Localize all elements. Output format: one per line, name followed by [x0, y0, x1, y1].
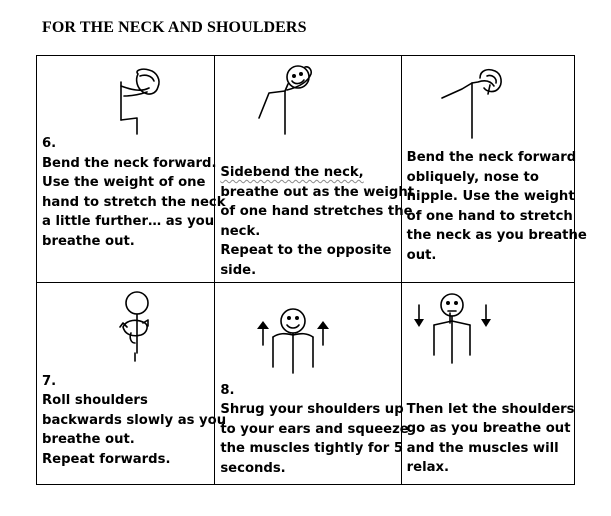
exercise-grid [36, 55, 587, 485]
instruction-line: hand to stretch the neck [42, 194, 226, 210]
instruction-line: neck. [220, 223, 261, 239]
stick-figure-shoulder-shrug [215, 283, 401, 383]
exercise-number: 6. [42, 136, 57, 151]
instruction-line: Repeat forwards. [42, 451, 171, 467]
instruction-line: breathe out. [42, 432, 135, 448]
instruction-line: Sidebend the neck, [220, 165, 364, 180]
instruction-line: the muscles tightly for 5 [220, 441, 403, 457]
exercise-text-8 [220, 381, 408, 479]
exercise-cell-8 [215, 282, 409, 484]
instruction-line: a little further… as you [42, 214, 215, 230]
instruction-line: side. [220, 262, 257, 278]
instruction-line: the neck as you breathe [406, 228, 587, 244]
exercise-text-7 [42, 372, 226, 470]
instruction-line: Repeat to the opposite [220, 243, 392, 259]
exercise-text-6 [42, 134, 226, 252]
exercise-number: 8. [220, 382, 235, 398]
stick-figure-oblique-bend [402, 56, 575, 146]
instruction-line: Bend the neck forward [406, 150, 577, 165]
exercise-number: 7. [42, 373, 57, 389]
stick-figure-sidebend [215, 56, 401, 146]
exercise-text-sidebend [220, 163, 414, 281]
instruction-line: of one hand to stretch [406, 208, 573, 224]
instruction-line: go as you breathe out [406, 421, 571, 437]
instruction-line: relax. [406, 460, 450, 476]
instruction-line: Then let the shoulders [406, 401, 575, 417]
stick-figure-neck-forward [37, 56, 215, 136]
stick-figure-shoulder-roll [37, 283, 215, 373]
instruction-line: out. [406, 247, 437, 263]
exercise-cell-6 [37, 56, 226, 283]
instruction-line: backwards slowly as you [42, 412, 227, 428]
instruction-line: and the muscles will [406, 440, 559, 456]
stick-figure-shoulder-release [402, 283, 575, 383]
exercise-text-release [407, 400, 575, 478]
instruction-line: seconds. [220, 460, 286, 476]
instruction-line: of one hand stretches the [220, 204, 413, 220]
exercise-cell-7 [37, 282, 227, 484]
instruction-line: Roll shoulders [42, 393, 148, 409]
instruction-line: Shrug your shoulders up [220, 402, 404, 418]
instruction-line: to your ears and squeeze [220, 421, 409, 437]
page-title: FOR THE NECK AND SHOULDERS [42, 19, 307, 36]
instruction-line: breathe out. [42, 233, 135, 249]
instruction-line: nipple. Use the weight [406, 189, 575, 205]
instruction-line: obliquely, nose to [406, 169, 539, 185]
exercise-cell-oblique [401, 56, 587, 283]
instruction-line: Use the weight of one [42, 175, 206, 191]
exercise-cell-sidebend [215, 56, 415, 283]
exercise-cell-release [401, 282, 574, 484]
instruction-line: breathe out as the weight [220, 184, 415, 200]
instruction-line: Bend the neck forward. [42, 155, 217, 171]
exercise-text-oblique [407, 148, 587, 266]
